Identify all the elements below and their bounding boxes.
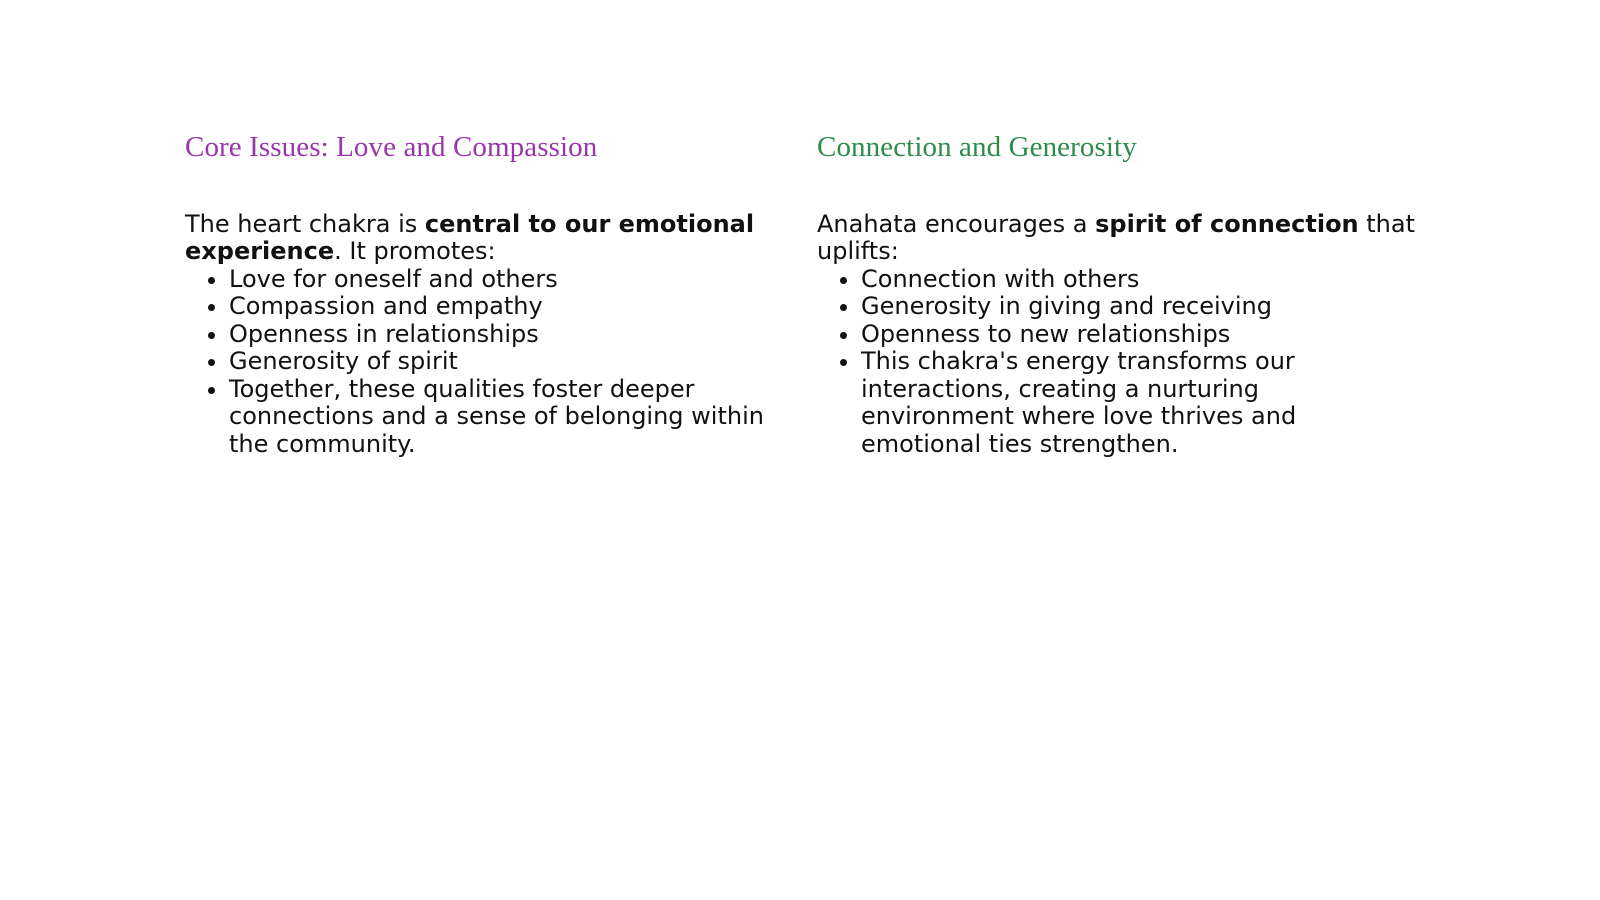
list-item: • Generosity in giving and receiving [861,293,1417,321]
left-intro-bold: central to our emotional experience [185,209,755,266]
right-body [817,211,1417,459]
list-item: • Openness in relationships [229,321,785,349]
right-heading: Connection and Generosity [817,131,1137,163]
left-body [185,211,785,459]
right-bullet-list [817,266,1417,459]
list-item: • Generosity of spirit [229,348,785,376]
list-item: • Love for oneself and others [229,266,785,294]
list-item: • Together, these qualities foster deeper connections and a sense of belonging within the community. [229,376,785,459]
list-item: • Connection with others [861,266,1417,294]
left-intro-before: The heart chakra is [185,209,425,238]
left-bullet-list [185,266,785,459]
right-intro-after: that uplifts: [817,209,1416,266]
left-column [185,130,785,458]
left-heading: Core Issues: Love and Compassion [185,131,598,163]
list-item: • This chakra's energy transforms our interactions, creating a nurturing environment where love thrives and emotional ties strengthen. [861,348,1417,458]
left-intro [185,211,785,266]
right-intro [817,211,1417,266]
left-intro-after: . It promotes: [334,237,496,266]
right-intro-bold: spirit of connection [1095,209,1359,238]
right-intro-before: Anahata encourages a [817,209,1096,238]
right-column [817,130,1417,458]
list-item: • Openness to new relationships [861,321,1417,349]
list-item: • Compassion and empathy [229,293,785,321]
